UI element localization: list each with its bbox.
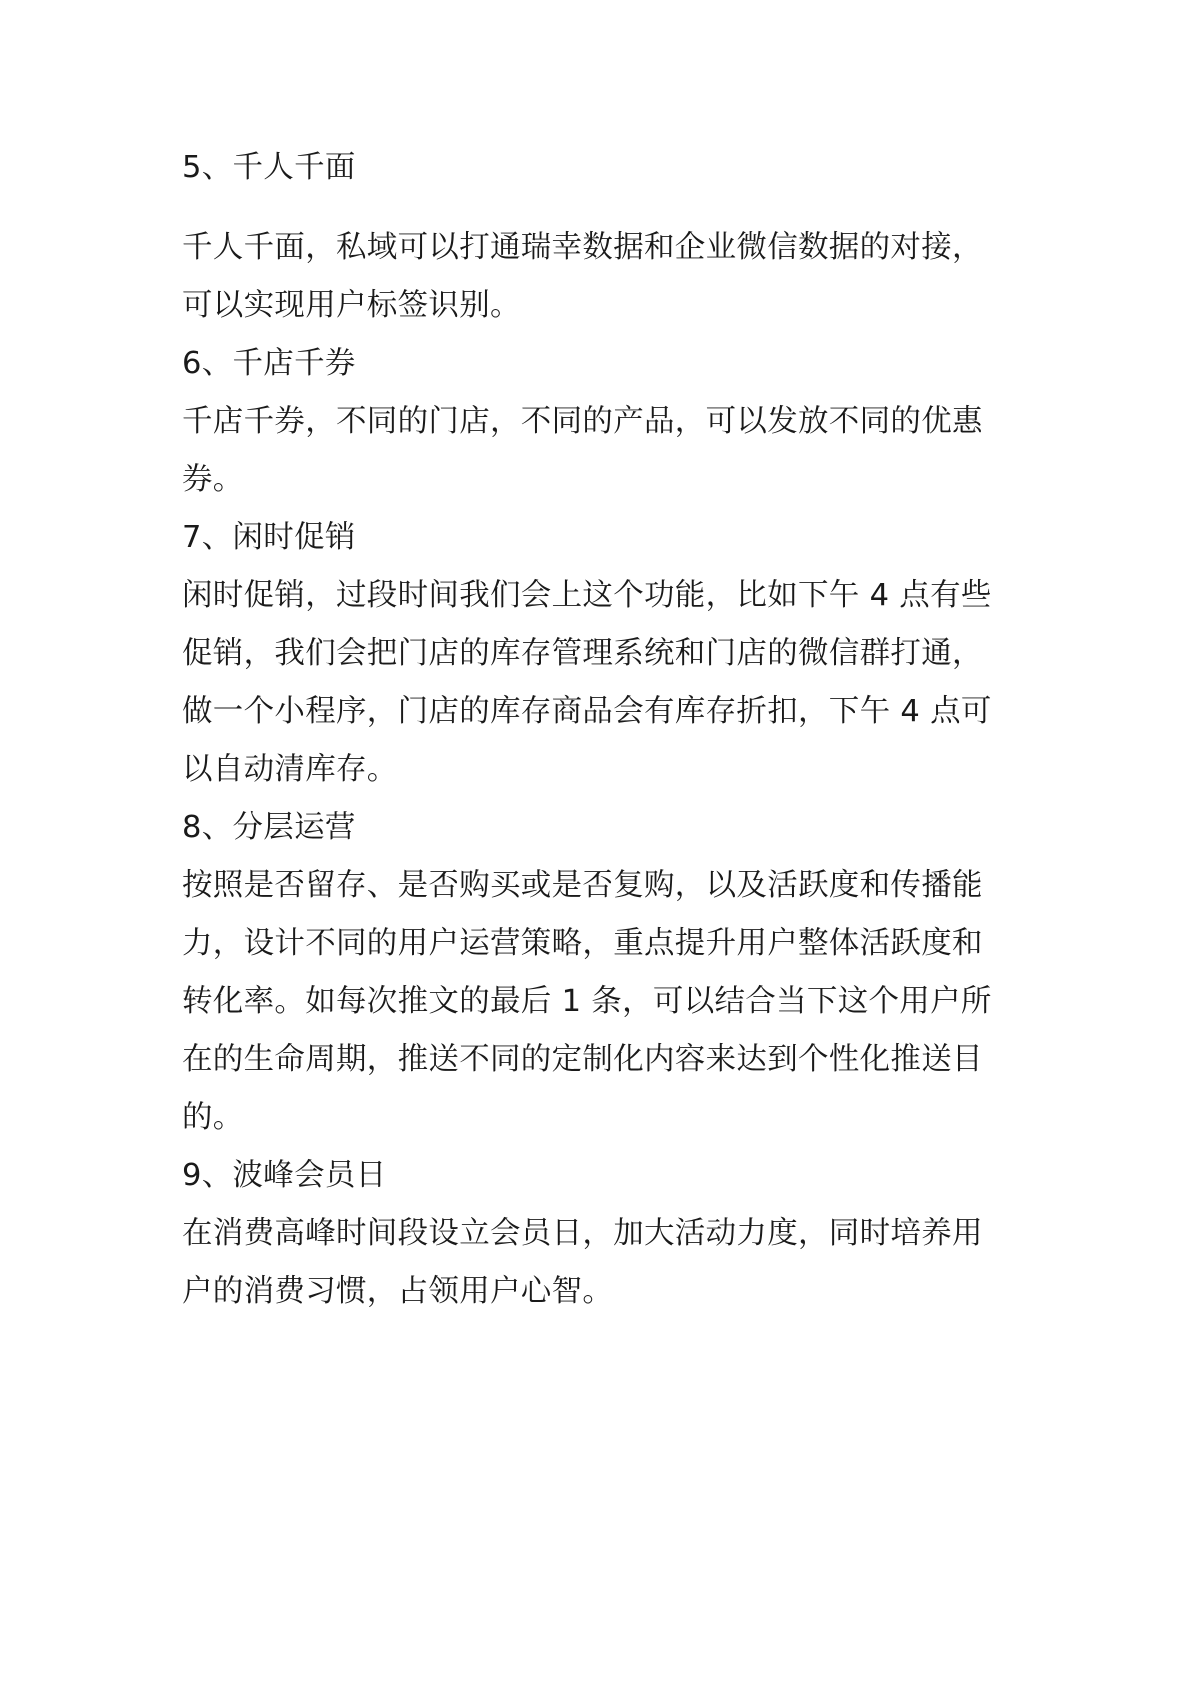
paragraph-line: 闲时促销，过段时间我们会上这个功能，比如下午 4 点有些 <box>182 578 992 613</box>
section-heading: 7、闲时促销 <box>182 520 356 555</box>
paragraph-line: 券。 <box>182 462 244 497</box>
paragraph-line: 户的消费习惯，占领用户心智。 <box>182 1274 614 1309</box>
section-heading: 5、千人千面 <box>182 150 356 185</box>
paragraph-line: 的。 <box>182 1100 244 1135</box>
paragraph-line: 促销，我们会把门店的库存管理系统和门店的微信群打通， <box>182 636 983 671</box>
paragraph-line: 做一个小程序，门店的库存商品会有库存折扣，下午 4 点可 <box>182 694 992 729</box>
paragraph-line: 以自动清库存。 <box>182 752 398 787</box>
paragraph-line: 转化率。如每次推文的最后 1 条，可以结合当下这个用户所 <box>182 984 992 1019</box>
section-heading: 6、千店千券 <box>182 346 356 381</box>
section-heading: 8、分层运营 <box>182 810 356 845</box>
paragraph-line: 在消费高峰时间段设立会员日，加大活动力度，同时培养用 <box>182 1216 983 1251</box>
paragraph-line: 可以实现用户标签识别。 <box>182 288 521 323</box>
section-heading: 9、波峰会员日 <box>182 1158 387 1193</box>
paragraph-line: 按照是否留存、是否购买或是否复购，以及活跃度和传播能 <box>182 868 983 903</box>
paragraph-line: 千人千面，私域可以打通瑞幸数据和企业微信数据的对接， <box>182 230 983 265</box>
paragraph-line: 在的生命周期，推送不同的定制化内容来达到个性化推送目 <box>182 1042 983 1077</box>
paragraph-line: 力，设计不同的用户运营策略，重点提升用户整体活跃度和 <box>182 926 983 961</box>
paragraph-line: 千店千券，不同的门店，不同的产品，可以发放不同的优惠 <box>182 404 983 439</box>
